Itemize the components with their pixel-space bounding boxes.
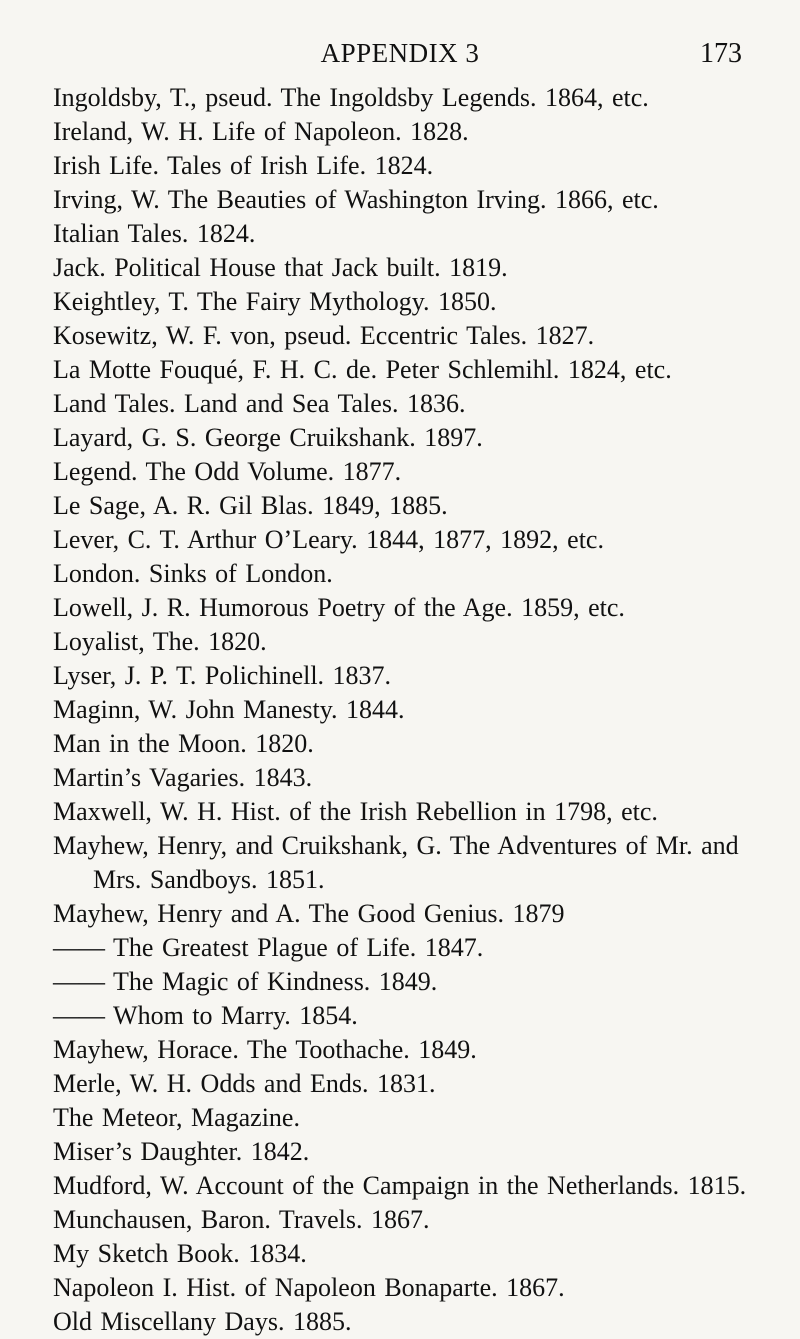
bibliography-entry: Man in the Moon. 1820. — [53, 729, 314, 758]
bibliography-entry: Ireland, W. H. Life of Napoleon. 1828. — [53, 117, 469, 146]
bibliography-entry: Kosewitz, W. F. von, pseud. Eccentric Tales. 1827. — [53, 321, 595, 350]
bibliography-entry: Loyalist, The. 1820. — [53, 627, 267, 656]
bibliography-entry: Mudford, W. Account of the Campaign in the Netherlands. 1815. — [53, 1171, 747, 1200]
bibliography-entry: Maxwell, W. H. Hist. of the Irish Rebellion in 1798, etc. — [53, 797, 658, 826]
bibliography-entry: Mayhew, Henry, and Cruikshank, G. The Adventures of Mr. and Mrs. Sandboys. 1851. — [53, 831, 739, 894]
bibliography-entry: Napoleon I. Hist. of Napoleon Bonaparte. 1867. — [53, 1273, 565, 1302]
bibliography-entry: Mayhew, Henry and A. The Good Genius. 1879 — [53, 899, 565, 928]
bibliography-entry: Italian Tales. 1824. — [53, 219, 256, 248]
bibliography-entry: Land Tales. Land and Sea Tales. 1836. — [53, 389, 466, 418]
bibliography-entry: London. Sinks of London. — [53, 559, 333, 588]
bibliography-entry: Irish Life. Tales of Irish Life. 1824. — [53, 151, 434, 180]
bibliography-entry: Mayhew, Horace. The Toothache. 1849. — [53, 1035, 477, 1064]
bibliography-entry: Merle, W. H. Odds and Ends. 1831. — [53, 1069, 436, 1098]
running-title: APPENDIX 3 — [320, 38, 480, 68]
bibliography-entry: —— The Magic of Kindness. 1849. — [53, 967, 438, 996]
bibliography-entry: Munchausen, Baron. Travels. 1867. — [53, 1205, 430, 1234]
bibliography-entry: La Motte Fouqué, F. H. C. de. Peter Schlemihl. 1824, etc. — [53, 355, 672, 384]
bibliography-entry: Maginn, W. John Manesty. 1844. — [53, 695, 405, 724]
bibliography-entry: Legend. The Odd Volume. 1877. — [53, 457, 402, 486]
bibliography-entry: My Sketch Book. 1834. — [53, 1239, 307, 1268]
bibliography-entry: Miser’s Daughter. 1842. — [53, 1137, 310, 1166]
bibliography-entry: Keightley, T. The Fairy Mythology. 1850. — [53, 287, 497, 316]
bibliography-entry: Old Miscellany Days. 1885. — [53, 1307, 352, 1336]
bibliography-entry: —— The Greatest Plague of Life. 1847. — [53, 933, 484, 962]
bibliography-entry: Lyser, J. P. T. Polichinell. 1837. — [53, 661, 392, 690]
page-number: 173 — [700, 38, 742, 69]
bibliography-entry: Lowell, J. R. Humorous Poetry of the Age. 1859, etc. — [53, 593, 625, 622]
running-head — [0, 38, 800, 78]
bibliography-entry: The Meteor, Magazine. — [53, 1103, 300, 1132]
bibliography-entry: Jack. Political House that Jack built. 1819. — [53, 253, 508, 282]
bibliography-entry: Layard, G. S. George Cruikshank. 1897. — [53, 423, 483, 452]
bibliography-entry: Lever, C. T. Arthur O’Leary. 1844, 1877, 1892, etc. — [53, 525, 604, 554]
bibliography-entry: Ingoldsby, T., pseud. The Ingoldsby Legends. 1864, etc. — [53, 83, 649, 112]
bibliography-entry: Le Sage, A. R. Gil Blas. 1849, 1885. — [53, 491, 448, 520]
bibliography-entry: —— Whom to Marry. 1854. — [53, 1001, 358, 1030]
bibliography-list — [53, 81, 765, 1339]
bibliography-entry: Martin’s Vagaries. 1843. — [53, 763, 313, 792]
bibliography-entry: Irving, W. The Beauties of Washington Irving. 1866, etc. — [53, 185, 659, 214]
